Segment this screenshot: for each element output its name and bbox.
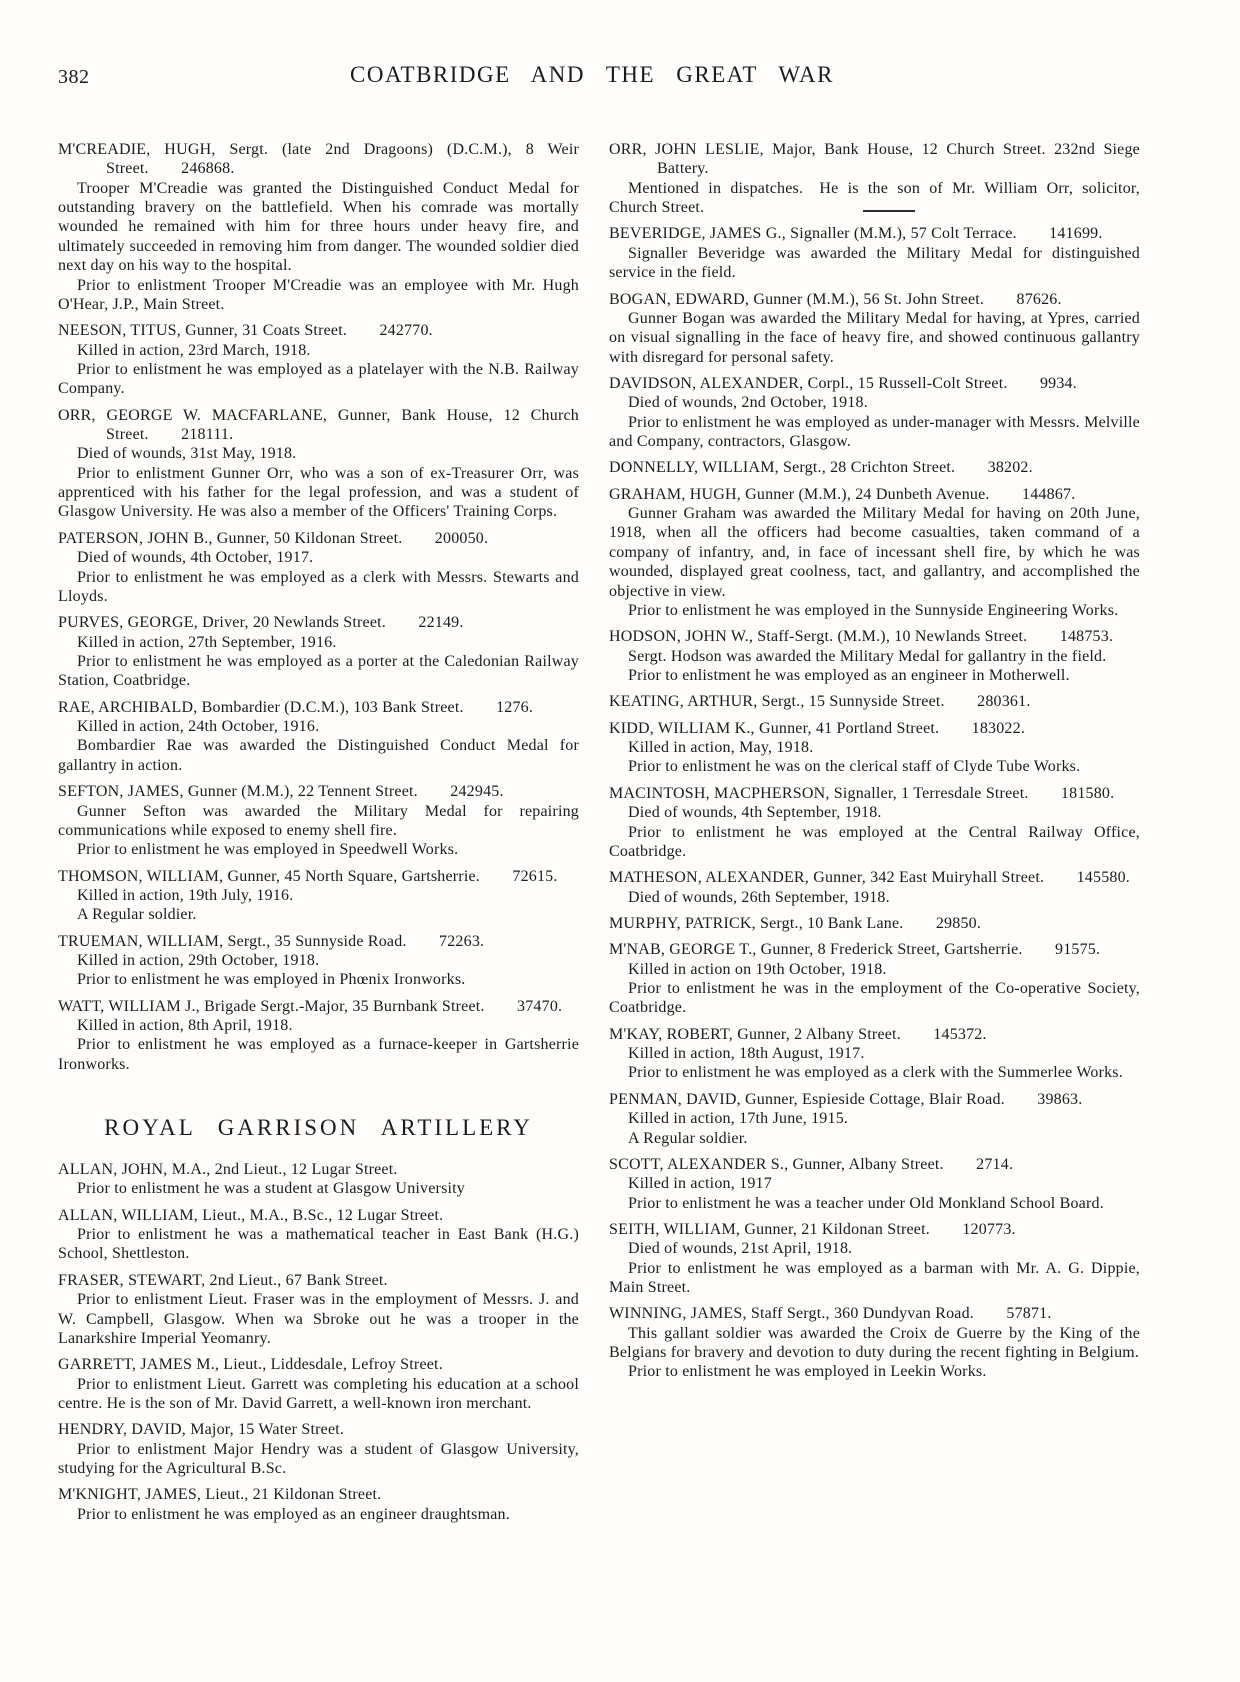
soldier-entry: [609, 1090, 1140, 1148]
entry-paragraph: Prior to enlistment he was employed as a clerk with the Summerlee Works.: [628, 1064, 1123, 1082]
entry-paragraph: Prior to enlistment he was employed as an engineer in Motherwell.: [628, 666, 1070, 684]
entry-paragraph: A Regular soldier.: [628, 1129, 748, 1147]
entry-paragraph: Died of wounds, 4th September, 1918.: [628, 804, 882, 822]
entry-head: MACINTOSH, MACPHERSON, Signaller, 1 Terresdale Street. 181580.: [609, 784, 1115, 802]
entry-head: M'NAB, GEORGE T., Gunner, 8 Frederick Street, Gartsherrie. 91575.: [609, 941, 1101, 959]
entry-paragraph: Trooper M'Creadie was granted the Distinguished Conduct Medal for outstanding bravery on the battlefield. When his comrade was mortally wounded he remained with him for three hours under heavy fire, and ultimately succeeded in removing him from danger. The wounded soldier died next day on his way to the hospital.: [58, 179, 579, 275]
soldier-entry: [58, 1206, 579, 1264]
entry-paragraph: Mentioned in dispatches. He is the son of Mr. William Orr, solicitor, Church Street.: [609, 179, 1140, 217]
entry-head: NEESON, TITUS, Gunner, 31 Coats Street. 242770.: [58, 322, 433, 340]
entry-head: M'KNIGHT, JAMES, Lieut., 21 Kildonan Street.: [58, 1486, 382, 1504]
entry-paragraph: Died of wounds, 21st April, 1918.: [628, 1240, 853, 1258]
soldier-entry: [58, 1271, 579, 1348]
entry-paragraph: Prior to enlistment Gunner Orr, who was a son of ex-Treasurer Orr, was apprenticed with his father for the legal profession, and was a student of Glasgow University. He was also a member of the Officers' Training Corps.: [58, 464, 579, 521]
column-right: [609, 140, 1140, 1531]
entry-head: SCOTT, ALEXANDER S., Gunner, Albany Street. 2714.: [609, 1155, 1014, 1173]
entry-head: ALLAN, WILLIAM, Lieut., M.A., B.Sc., 12 Lugar Street.: [58, 1206, 444, 1224]
soldier-entry: [609, 868, 1140, 907]
entry-head: MURPHY, PATRICK, Sergt., 10 Bank Lane. 29850.: [609, 914, 982, 932]
entry-paragraph: Prior to enlistment he was employed as a clerk with Messrs. Stewarts and Lloyds.: [58, 568, 579, 605]
entry-paragraph: Killed in action, 29th October, 1918.: [77, 952, 320, 970]
entry-paragraph: Prior to enlistment he was employed as a platelayer with the N.B. Railway Company.: [58, 360, 579, 398]
page-content: [0, 140, 1240, 1531]
entry-paragraph: Killed in action, 8th April, 1918.: [77, 1017, 293, 1035]
soldier-entry: [58, 867, 579, 925]
entry-paragraph: Gunner Graham was awarded the Military Medal for having on 20th June, 1918, when all the officers had become casualties, taken command of a company of infantry, and, in face of incessant shell fire, by which he was wounded, displayed great coolness, tact, and gallantry, and accomplished the objective in view.: [609, 505, 1140, 600]
entry-head: PENMAN, DAVID, Gunner, Espieside Cottage, Blair Road. 39863.: [609, 1090, 1083, 1108]
entry-head: KIDD, WILLIAM K., Gunner, 41 Portland Street. 183022.: [609, 719, 1026, 737]
entry-head: ALLAN, JOHN, M.A., 2nd Lieut., 12 Lugar Street.: [58, 1161, 398, 1178]
entry-paragraph: Prior to enlistment Trooper M'Creadie was an employee with Mr. Hugh O'Hear, J.P., Main Street.: [58, 276, 579, 313]
entry-paragraph: Prior to enlistment he was employed as a barman with Mr. A. G. Dippie, Main Street.: [609, 1259, 1140, 1297]
entry-head: KEATING, ARTHUR, Sergt., 15 Sunnyside Street. 280361.: [609, 693, 1031, 711]
page-number: 382: [58, 66, 90, 88]
entry-paragraph: Killed in action, 19th July, 1916.: [77, 886, 294, 904]
entry-paragraph: Prior to enlistment he was employed as a porter at the Caledonian Railway Station, Coatbridge.: [58, 652, 579, 690]
entry-paragraph: Killed in action, 23rd March, 1918.: [77, 341, 311, 359]
soldier-entry: [58, 529, 579, 606]
soldier-entry: [58, 698, 579, 775]
entry-paragraph: Killed in action, 1917: [628, 1175, 772, 1193]
entry-head: PURVES, GEORGE, Driver, 20 Newlands Street. 22149.: [58, 614, 464, 632]
soldier-entry: [58, 1160, 579, 1199]
entry-paragraph: Prior to enlistment he was employed in Speedwell Works.: [77, 841, 459, 859]
entry-paragraph: Prior to enlistment he was a mathematical teacher in East Bank (H.G.) School, Shettleston.: [58, 1226, 579, 1263]
soldier-entry: [58, 1355, 579, 1413]
entry-head: FRASER, STEWART, 2nd Lieut., 67 Bank Street.: [58, 1271, 388, 1289]
entry-paragraph: Prior to enlistment he was employed in Leekin Works.: [628, 1363, 987, 1381]
soldier-entry: [609, 1025, 1140, 1083]
entry-paragraph: Died of wounds, 26th September, 1918.: [628, 888, 890, 906]
soldier-entry: [58, 406, 579, 522]
soldier-entry: [609, 719, 1140, 777]
entry-head: BOGAN, EDWARD, Gunner (M.M.), 56 St. John Street. 87626.: [609, 290, 1062, 308]
soldier-entry: [609, 1155, 1140, 1213]
entry-paragraph: Died of wounds, 4th October, 1917.: [77, 549, 314, 567]
entry-paragraph: Prior to enlistment Lieut. Garrett was completing his education at a school centre. He is the son of Mr. David Garrett, a well-known iron merchant.: [58, 1375, 579, 1412]
entry-paragraph: This gallant soldier was awarded the Croix de Guerre by the King of the Belgians for bravery and devotion to duty during the recent fighting in Belgium.: [609, 1324, 1140, 1362]
entry-head: SEITH, WILLIAM, Gunner, 21 Kildonan Street. 120773.: [609, 1220, 1016, 1238]
entry-paragraph: Prior to enlistment he was employed as a furnace-keeper in Gartsherrie Ironworks.: [58, 1036, 579, 1073]
entry-paragraph: Prior to enlistment he was in the employment of the Co-operative Society, Coatbridge.: [609, 980, 1140, 1017]
entry-head: M'KAY, ROBERT, Gunner, 2 Albany Street. 145372.: [609, 1025, 987, 1043]
entry-paragraph: Prior to enlistment Lieut. Fraser was in the employment of Messrs. J. and W. Campbell, Glasgow. When wa Sbroke out he was a trooper in the Lanarkshire Imperial Yeomanry.: [58, 1291, 579, 1347]
entry-head: DAVIDSON, ALEXANDER, Corpl., 15 Russell-Colt Street. 9934.: [609, 374, 1077, 392]
entry-paragraph: Prior to enlistment he was employed at the Central Railway Office, Coatbridge.: [609, 823, 1140, 860]
soldier-entry: [609, 627, 1140, 685]
entry-paragraph: Signaller Beveridge was awarded the Military Medal for distinguished service in the field.: [609, 244, 1140, 282]
soldier-entry: [609, 784, 1140, 861]
entry-head: WINNING, JAMES, Staff Sergt., 360 Dundyvan Road. 57871.: [609, 1305, 1052, 1323]
soldier-entry: [609, 290, 1140, 367]
soldier-entry: [609, 458, 1140, 477]
entry-paragraph: Killed in action, 17th June, 1915.: [628, 1110, 849, 1128]
soldier-entry: [58, 1420, 579, 1478]
page-header: [0, 0, 1240, 116]
soldier-entry: [58, 321, 579, 398]
entry-paragraph: Prior to enlistment Major Hendry was a student of Glasgow University, studying for the Agricultural B.Sc.: [58, 1440, 579, 1478]
entry-paragraph: Killed in action, 24th October, 1916.: [77, 718, 320, 736]
soldier-entry: [609, 485, 1140, 621]
soldier-entry: [58, 997, 579, 1074]
section-heading: ROYAL GARRISON ARTILLERY: [104, 1115, 533, 1141]
entry-head: M'CREADIE, HUGH, Sergt. (late 2nd Dragoons) (D.C.M.), 8 Weir Street. 246868.: [58, 141, 579, 178]
entry-head: RAE, ARCHIBALD, Bombardier (D.C.M.), 103 Bank Street. 1276.: [58, 698, 534, 716]
soldier-entry: [58, 1485, 579, 1524]
entry-head: GARRETT, JAMES M., Lieut., Liddesdale, Lefroy Street.: [58, 1356, 443, 1374]
soldier-entry: [609, 940, 1140, 1017]
entry-paragraph: Died of wounds, 31st May, 1918.: [77, 445, 297, 463]
entry-paragraph: Killed in action, 18th August, 1917.: [628, 1045, 865, 1063]
entry-paragraph: Prior to enlistment he was employed in the Sunnyside Engineering Works.: [628, 601, 1119, 619]
entry-paragraph: Sergt. Hodson was awarded the Military Medal for gallantry in the field.: [628, 647, 1107, 665]
soldier-entry: [58, 140, 579, 314]
entry-paragraph: Gunner Sefton was awarded the Military Medal for repairing communications while exposed to enemy shell fire.: [58, 802, 579, 839]
soldier-entry: [58, 932, 579, 990]
entry-paragraph: Prior to enlistment he was employed in Phœnix Ironworks.: [77, 971, 466, 989]
entry-paragraph: A Regular soldier.: [77, 906, 197, 924]
entry-paragraph: Prior to enlistment he was a student at Glasgow University: [77, 1180, 465, 1198]
entry-paragraph: Prior to enlistment he was on the clerical staff of Clyde Tube Works.: [628, 758, 1081, 776]
entry-paragraph: Killed in action, 27th September, 1916.: [77, 633, 337, 651]
divider-rule: [863, 210, 915, 212]
soldier-entry: [609, 224, 1140, 282]
entry-head: BEVERIDGE, JAMES G., Signaller (M.M.), 57 Colt Terrace. 141699.: [609, 225, 1103, 243]
soldier-entry: [609, 1304, 1140, 1381]
entry-head: HENDRY, DAVID, Major, 15 Water Street.: [58, 1421, 345, 1439]
entry-paragraph: Killed in action on 19th October, 1918.: [628, 960, 887, 978]
entry-paragraph: Bombardier Rae was awarded the Distinguished Conduct Medal for gallantry in action.: [58, 737, 579, 774]
entry-head: HODSON, JOHN W., Staff-Sergt. (M.M.), 10 Newlands Street. 148753.: [609, 628, 1114, 646]
soldier-entry: [609, 914, 1140, 933]
entry-head: WATT, WILLIAM J., Brigade Sergt.-Major, 35 Burnbank Street. 37470.: [58, 997, 563, 1015]
entry-paragraph: Died of wounds, 2nd October, 1918.: [628, 394, 868, 412]
entry-paragraph: Gunner Bogan was awarded the Military Medal for having, at Ypres, carried on visual signalling in the face of heavy fire, and showed continuous gallantry with disregard for personal safety.: [609, 309, 1140, 366]
entry-head: PATERSON, JOHN B., Gunner, 50 Kildonan Street. 200050.: [58, 529, 489, 547]
entry-paragraph: Prior to enlistment he was a teacher under Old Monkland School Board.: [628, 1194, 1104, 1212]
soldier-entry: [609, 692, 1140, 711]
soldier-entry: [58, 613, 579, 690]
entry-head: SEFTON, JAMES, Gunner (M.M.), 22 Tennent Street. 242945.: [58, 783, 504, 801]
entry-head: DONNELLY, WILLIAM, Sergt., 28 Crichton Street. 38202.: [609, 459, 1033, 477]
entry-paragraph: Prior to enlistment he was employed as an engineer draughtsman.: [77, 1505, 510, 1523]
entry-head: TRUEMAN, WILLIAM, Sergt., 35 Sunnyside Road. 72263.: [58, 932, 485, 950]
entry-head: GRAHAM, HUGH, Gunner (M.M.), 24 Dunbeth Avenue. 144867.: [609, 485, 1076, 503]
entry-paragraph: Killed in action, May, 1918.: [628, 739, 814, 757]
soldier-entry: [609, 1220, 1140, 1297]
entry-head: ORR, GEORGE W. MACFARLANE, Gunner, Bank House, 12 Church Street. 218111.: [58, 406, 579, 444]
soldier-entry: [58, 782, 579, 859]
soldier-entry: [609, 374, 1140, 451]
entry-head: ORR, JOHN LESLIE, Major, Bank House, 12 Church Street. 232nd Siege Battery.: [609, 141, 1140, 178]
page-title: COATBRIDGE AND THE GREAT WAR: [350, 62, 834, 87]
soldier-entry: [609, 140, 1140, 217]
column-left: [58, 140, 579, 1531]
entry-head: MATHESON, ALEXANDER, Gunner, 342 East Muiryhall Street. 145580.: [609, 869, 1131, 887]
entry-paragraph: Prior to enlistment he was employed as under-manager with Messrs. Melville and Company, contractors, Glasgow.: [609, 413, 1140, 451]
entry-head: THOMSON, WILLIAM, Gunner, 45 North Square, Gartsherrie. 72615.: [58, 867, 558, 885]
